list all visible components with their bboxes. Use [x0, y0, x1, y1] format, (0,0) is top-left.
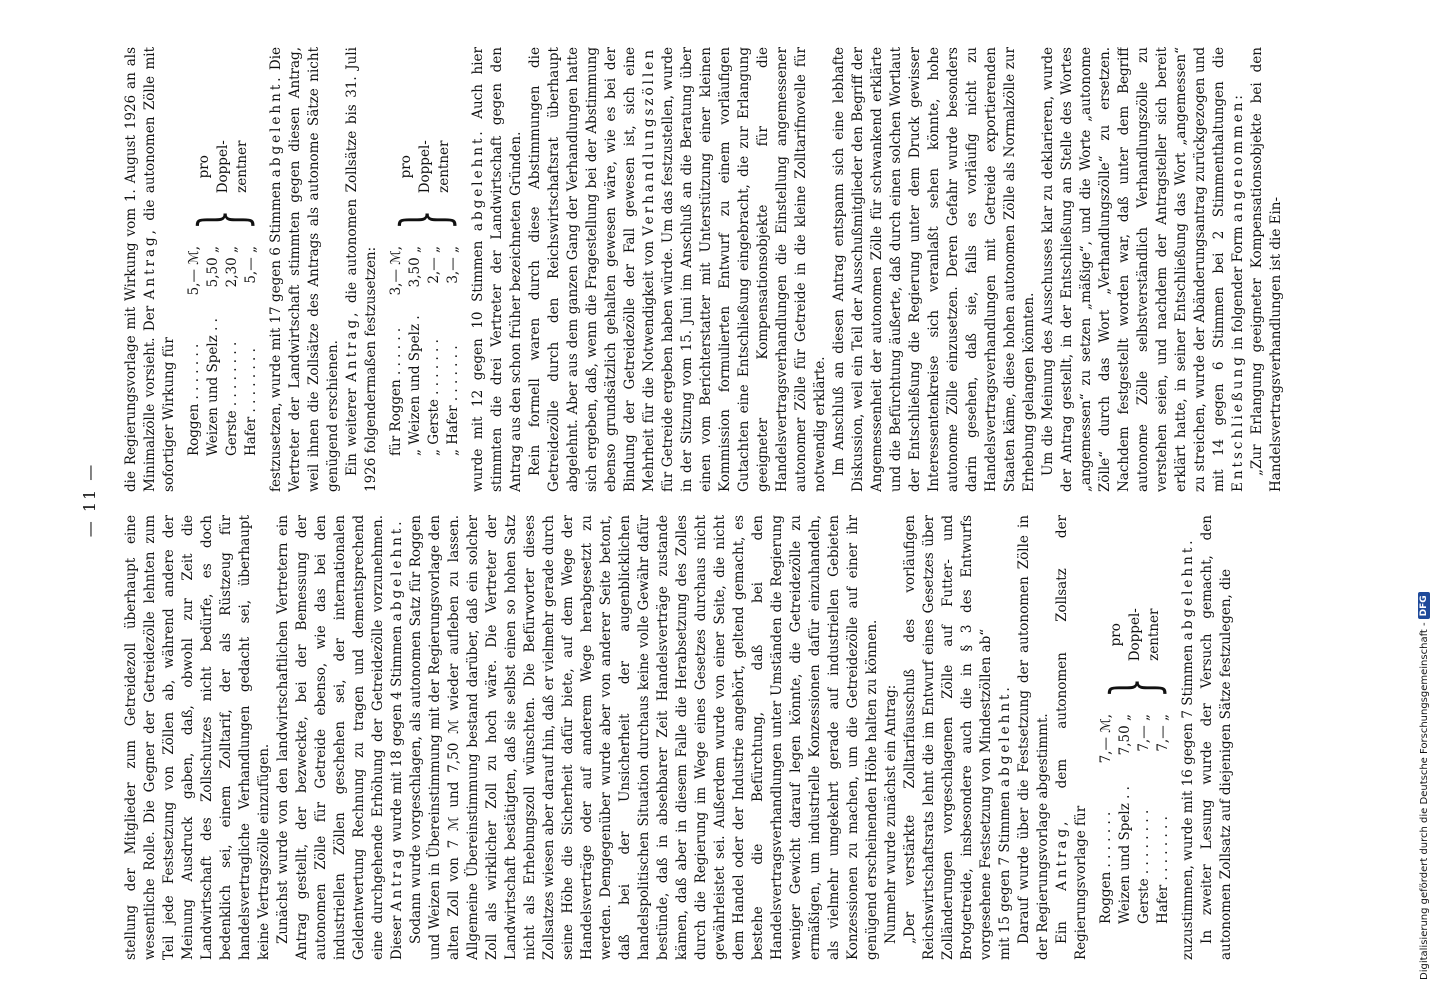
- paragraph: [526, 47, 830, 492]
- text-run: die autonomen Zölle mit sofortiger Wirkung für: [142, 47, 177, 492]
- tariff-row: [387, 246, 406, 456]
- unit-line: zentner: [435, 140, 452, 193]
- unit-label: [397, 140, 454, 193]
- rotated-page: [80, 40, 1330, 960]
- text-run: Ein: [1054, 921, 1070, 944]
- duty-value: 7,— „: [1136, 714, 1152, 752]
- text-run: mit 15 gegen 7 Stimmen: [997, 791, 1013, 960]
- vote-result: abgelehnt.: [268, 74, 284, 178]
- text-run: in folgender Form: [1230, 226, 1246, 350]
- text-run: festzusetzen, wurde mit 17 gegen 6 Stimmen: [268, 181, 284, 492]
- grain-name: Weizen und Spelz . .: [205, 318, 221, 456]
- unit-line: Doppel-: [1126, 608, 1143, 662]
- tariff-row: [1154, 714, 1173, 924]
- unit-line: pro: [1107, 623, 1124, 647]
- unit-label: [195, 140, 252, 193]
- paragraph: Sodann wurde vorgeschlagen, als autonomen Satz für Roggen und Weizen in Übereinstimmung mit der Regierungsvorlage den alten Zoll von 7 ℳ und 7,50 ℳ wieder aufleben zu lassen. Allgemeine Übereinstimmung bestand darüber, daß ein solcher Zoll als wirklicher Zoll zu hoch wäre. Die Vertreter der Landwirtschaft bestätigten, daß sie selbst einen so hohen Satz nicht als Erhebungszoll wünschten. Die Befürworter dieses Zollsatzes wiesen aber darauf hin, daß er vielmehr gerade durch seine Höhe die Sicherheit dafür biete, auf dem Wege der Handelsverträge oder auf anderem Wege herabgesetzt zu werden. Demgegenüber wurde aber von anderer Seite betont, daß bei der Unsicherheit der augenblicklichen handelspolitischen Situation durchaus keine volle Gewähr dafür bestünde, daß in absehbarer Zeit Handelsverträge zustande kämen, daß aber in diesem Falle die Herabsetzung des Zolles durch die Regierung im Wege eines Gesetzes durchaus nicht gewährleistet sei. Außerdem wurde von einer Seite, die nicht dem Handel oder der Industrie angehört, geltend gemacht, es bestehe die Befürchtung, daß bei den Handelsvertragsverhandlungen unter Umständen die Regierung weniger Gewicht darauf legen könnte, die Getreidezölle zu ermäßigen, um industrielle Konzessionen dafür einzuhandeln, als vielmehr umgekehrt gerade auf industriellen Gebieten Konzessionen zu machen, um die Getreidezölle auf einer ihr genügend erscheinenden Höhe halten zu können.: [408, 515, 880, 960]
- duty-value: 5,— „: [243, 246, 259, 284]
- unit-line: Doppel-: [416, 140, 433, 194]
- grain-name: „ Weizen und Spelz .: [407, 315, 423, 456]
- text-run: für Getreide ergeben haben würde. Um das festzustellen, wurde in der Sitzung vom 15. Juni im Anschluß an die Beratung über einen vom Berichterstatter mit Unterstützung einer kleinen Kommission formulierten Entwurf zu einem vorläufigen Gutachten eine Entschließung eingebracht, die zur Erlangung geeigneter Kompensationsobjekte für die Handelsvertragsverhandlungen die Einstellung angemessener autonomer Zölle für Getreide in die kleine Zolltarifnovelle für notwendig erklärte.: [660, 47, 828, 492]
- left-column: [122, 515, 1317, 960]
- credit-text: Digitalisierung gefördert durch die Deutsche Forschungsgemeinschaft -: [1418, 622, 1430, 980]
- spaced-word: Antrag: [389, 846, 405, 912]
- text-run: Auch hier stimmten die drei Vertreter der Landwirtschaft gegen den Antrag aus den schon früher bezeichneten Gründen.: [470, 47, 524, 492]
- unit-line: zentner: [1145, 608, 1162, 661]
- grain-name: Hafer . . . . . . . .: [1155, 816, 1171, 924]
- text-run: Die Vertreter der Landwirtschaft stimmten gegen diesen Antrag, weil ihnen die Zollsätze des Antrags als autonome Sätze nicht genügend erschienen.: [268, 47, 341, 492]
- tariff-row: [242, 246, 261, 456]
- tariff-row: [223, 246, 242, 456]
- duty-value: 7,— ℳ,: [1098, 714, 1114, 764]
- digitization-credit: [1416, 10, 1434, 990]
- text-run: die autonomen Zollsätze bis 31. Juli 1926 folgendermaßen festzusetzen:: [344, 47, 379, 492]
- duty-value: 3,— „: [445, 246, 461, 284]
- paragraph: [267, 47, 343, 492]
- grain-name: Weizen und Spelz . .: [1117, 786, 1133, 924]
- paragraph: [1039, 47, 1248, 492]
- quoted-resolution: „Zur Erlangung geeigneter Kompensationsobjekte bei den Handelsvertragsverhandlungen ist die Ein-: [1249, 47, 1284, 492]
- paragraph: In zweiter Lesung wurde der Versuch gemacht, den autonomen Zollsatz auf diejenigen Sätze festzulegen, die: [1199, 515, 1234, 960]
- right-column: [122, 47, 1317, 492]
- text-run: Rein formell waren durch diese Abstimmungen die Getreidezölle durch den Reichswirtschaftsrat überhaupt abgelehnt. Aber aus dem ganzen Gang der Verhandlungen hatte sich ergeben, daß, wenn die Fragestellung bei der Abstimmung ebenso grundsätzlich gehalten gewesen wäre, wie es bei der Bindung der Getreidezölle der Fall gewesen ist, sich eine Mehrheit für die Notwendigkeit von: [527, 47, 657, 492]
- paragraph: [343, 47, 381, 492]
- grain-name: Roggen . . . . . . .: [1098, 811, 1114, 924]
- tariff-row: [1097, 714, 1116, 924]
- paragraph: [1179, 515, 1198, 960]
- paragraph: [274, 515, 407, 960]
- grain-name: „ Gerste . . . . . . .: [426, 339, 442, 456]
- paragraph: Darauf wurde über die Festsetzung der autonomen Zölle in der Regierungsvorlage abgestimmt.: [1016, 515, 1051, 960]
- text-run: Um die Meinung des Ausschusses klar zu deklarieren, wurde der Antrag gestellt, in der Entschließung an Stelle des Wortes „angemessen“ zu setzen „mäßige“, und die Worte „autonome Zölle“ durch das Wort „Verhandlungszölle“ zu ersetzen. Nachdem festgestellt worden war, daß unter dem Begriff autonome Zölle selbstverständlich Verhandlungszölle zu verstehen seien, und nachdem der Antragsteller sich bereit erklärt hatte, in seiner Entschließung das Wort „angemessen“ zu streichen, wurde der Abänderungsantrag zurückgezogen und mit 14 gegen 6 Stimmen bei 2 Stimmenthaltungen die: [1040, 47, 1227, 492]
- grain-name: für Roggen . . . . . .: [388, 327, 404, 456]
- unit-line: zentner: [233, 140, 250, 193]
- tariff-table: [185, 47, 261, 456]
- spaced-word: Entschließung: [1230, 354, 1246, 492]
- grain-name: Gerste . . . . . . . .: [1136, 809, 1152, 924]
- vote-result: abgelehnt.: [997, 684, 1013, 787]
- vote-result: abgelehnt.: [470, 128, 486, 232]
- paragraph: [996, 515, 1015, 960]
- brace: }: [1098, 677, 1172, 698]
- unit-label: [1107, 608, 1164, 661]
- grain-name: „ Hafer . . . . . . .: [445, 345, 461, 456]
- vote-result: abgelehnt.: [389, 518, 405, 622]
- text-run: dem autonomen Zollsatz der Regierungsvorlage für: [1054, 515, 1089, 960]
- grain-name: Hafer . . . . . . . .: [243, 348, 259, 456]
- text-run: wurde mit 12 gegen 10 Stimmen: [470, 240, 486, 492]
- duty-value: 7,50 „: [1117, 714, 1133, 756]
- duty-value: 2,— „: [426, 246, 442, 284]
- tariff-table: [387, 47, 463, 456]
- paragraph: [1053, 515, 1091, 960]
- tariff-row: [444, 246, 463, 456]
- dfg-logo: DFG: [1418, 592, 1430, 619]
- page-number: — 11 —: [80, 462, 99, 538]
- tariff-row: [425, 246, 444, 456]
- duty-value: 5,— ℳ,: [186, 246, 202, 296]
- duty-value: 7,— „: [1155, 714, 1171, 752]
- duty-value: 3,— ℳ,: [388, 246, 404, 296]
- spaced-word: Verhandlungszöllen: [641, 47, 657, 236]
- paragraph: Im Anschluß an diesen Antrag entspann sich eine lebhafte Diskussion, weil ein Teil der Ausschußmitglieder den Begriff der Angemessenheit der autonomen Zölle für schwankend erklärte und die Befürchtung äußerte, daß durch einen solchen Wortlaut der Entschließung die Regierung unter dem Druck gewisser Interessentenkreise sich veranlaßt sehen könnte, hohe autonome Zölle einzusetzen. Deren Gefahr wurde besonders darin gesehen, daß sie, falls es vorläufig nicht zu Handelsvertragsverhandlungen mit Getreide exportierenden Staaten käme, diese hohen autonomen Zölle als Normalzölle zur Erhebung gelangen könnten.: [831, 47, 1037, 492]
- paragraph: [469, 47, 526, 492]
- vote-result: angenommen:: [1230, 92, 1246, 223]
- spaced-word: Antrag,: [142, 227, 158, 300]
- paragraph: Nunmehr wurde zunächst ein Antrag:: [883, 684, 899, 944]
- tariff-row: [1135, 714, 1154, 924]
- text-run: Ein weiterer: [344, 388, 360, 476]
- text-run: wurde mit 18 gegen 4 Stimmen: [389, 625, 405, 842]
- brace: }: [186, 209, 260, 230]
- tariff-row: [185, 246, 204, 456]
- text-run: Zunächst wurde von den landwirtschaftlichen Vertretern ein Antrag gestellt, der bezweckte, bei der Bemessung der autonomen Zölle für Getreide ebenso, wie das bei den industriellen Zöllen geschehen sei, der internationalen Geldentwertung Rechnung zu tragen und dementsprechend eine durchgehende Erhöhung der Getreidezölle vorzunehmen. Dieser: [275, 515, 405, 960]
- quoted-motion: „Der verstärkte Zolltarifausschuß des vorläufigen Reichswirtschaftsrats lehnt die im Entwurf eines Gesetzes über Zolländerungen vorgeschlagenen Zölle auf Futter- und Brotgetreide, insbesondere auch die in § 3 des Entwurfs vorgesehene Festsetzung von Mindestzöllen ab“: [902, 515, 994, 960]
- vote-result: abgelehnt.: [1180, 537, 1196, 641]
- spaced-word: Antrag,: [1054, 818, 1070, 891]
- duty-value: 3,50 „: [407, 246, 423, 288]
- text-run: die Regierungsvorlage mit Wirkung vom 1. August 1926 an als Minimalzölle vorsieht. Der: [123, 47, 158, 492]
- unit-line: Doppel-: [214, 140, 231, 194]
- duty-value: 2,30 „: [224, 246, 240, 288]
- unit-line: pro: [397, 155, 414, 179]
- brace: }: [388, 209, 462, 230]
- spaced-word: Antrag,: [344, 309, 360, 382]
- tariff-table: [1097, 515, 1173, 924]
- text-run: zuzustimmen, wurde mit 16 gegen 7 Stimmen: [1180, 644, 1196, 960]
- duty-value: 5,50 „: [205, 246, 221, 288]
- unit-line: pro: [195, 155, 212, 179]
- paragraph: [122, 47, 179, 492]
- tariff-row: [204, 246, 223, 456]
- tariff-row: [406, 246, 425, 456]
- tariff-row: [1116, 714, 1135, 924]
- paragraph: stellung der Mitglieder zum Getreidezoll überhaupt eine wesentliche Rolle. Die Gegner der Getreidezölle lehnten zum Teil jede Festsetzung von Zöllen ab, während andere der Meinung Ausdruck gaben, daß, obwohl zur Zeit die Landwirtschaft des Zollschutzes nicht bedürfe, es doch bedenklich sei, einem Zolltarif, der als Rüstzeug für handelsvertragliche Verhandlungen gedacht sei, überhaupt keine Vertragszölle einzufügen.: [123, 515, 272, 960]
- grain-name: Roggen . . . . . . .: [186, 343, 202, 456]
- grain-name: Gerste . . . . . . . .: [224, 341, 240, 456]
